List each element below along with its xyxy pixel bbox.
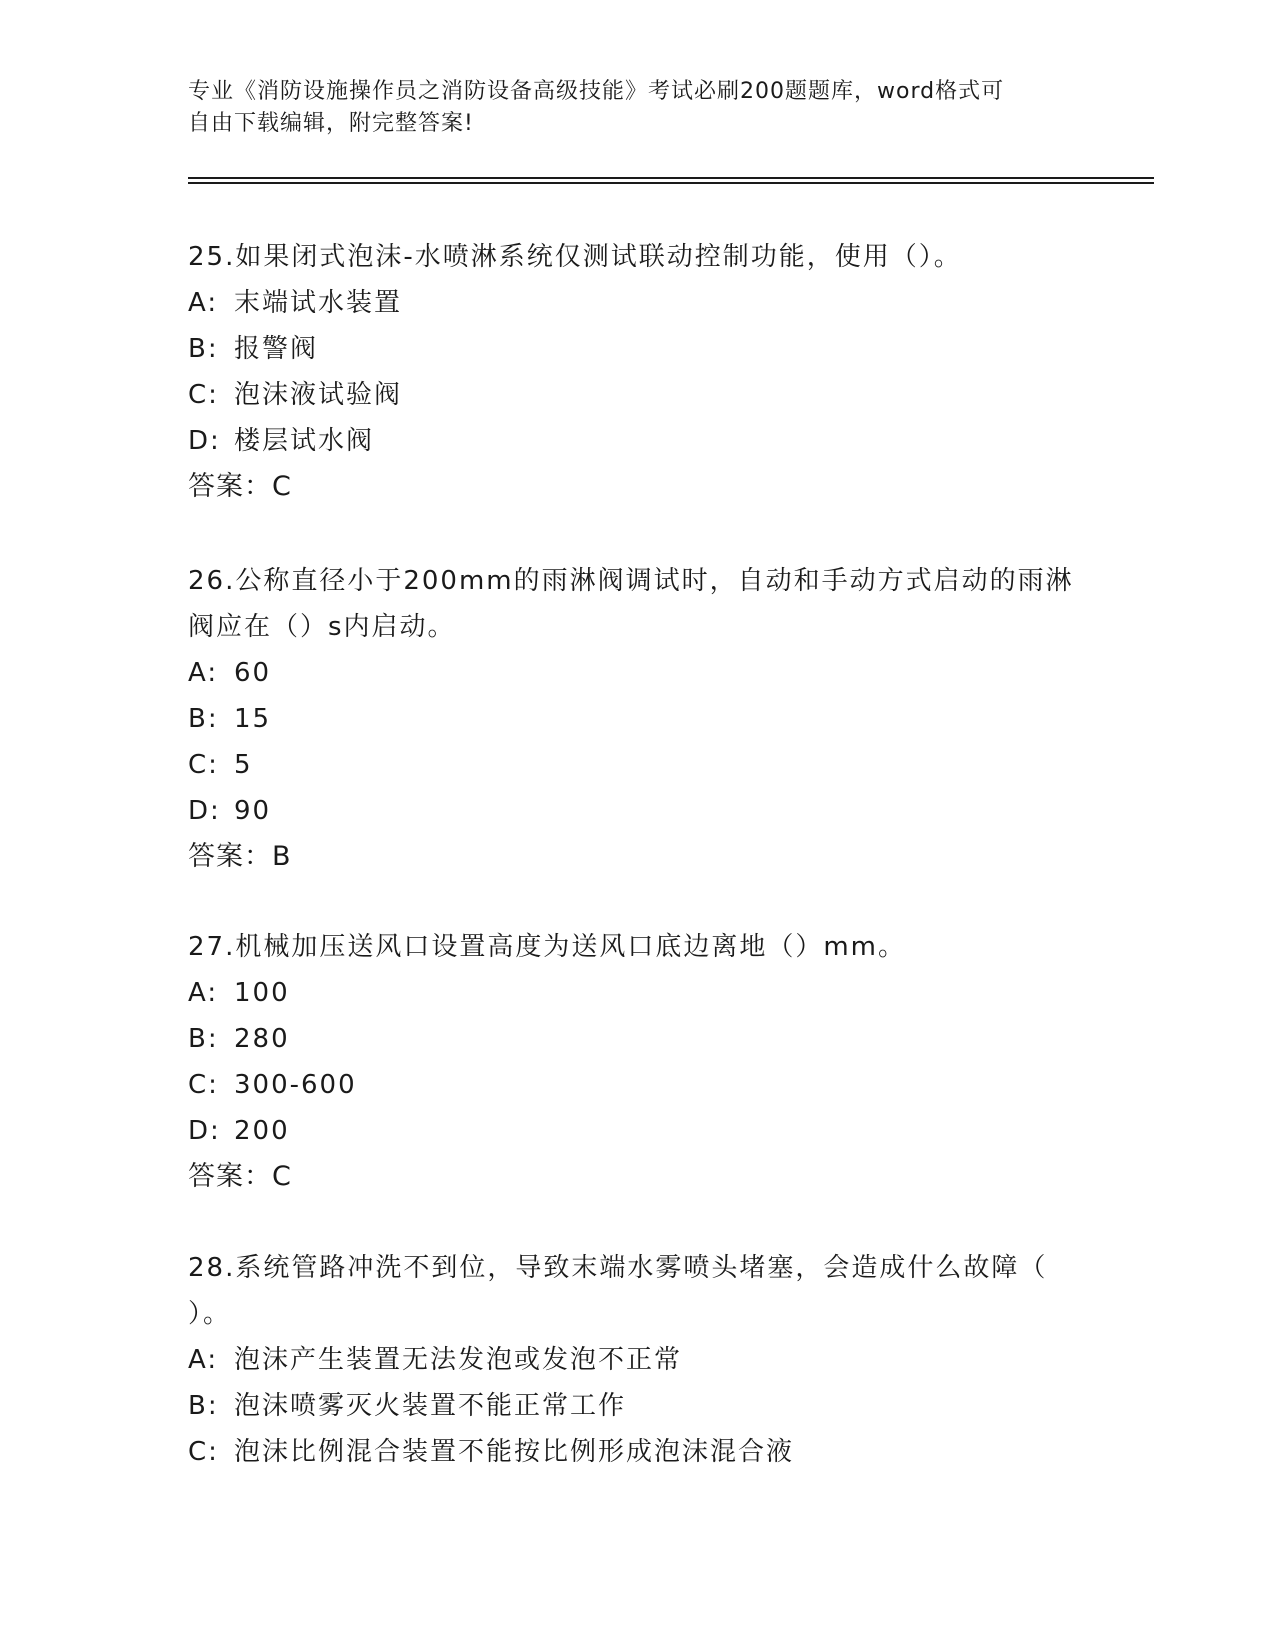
option-letter: B:	[188, 1024, 219, 1054]
option-b	[188, 696, 1088, 742]
option-c	[188, 742, 1088, 788]
option-text: 100	[234, 978, 290, 1008]
question-stem-line-2: ）。	[188, 1299, 232, 1329]
option-a	[188, 280, 1088, 326]
option-c	[188, 372, 1088, 418]
header-divider-bottom	[188, 182, 1154, 184]
document-header	[188, 76, 1088, 140]
option-a	[188, 650, 1088, 696]
option-text: 300-600	[234, 1070, 357, 1100]
option-b	[188, 1016, 1088, 1062]
option-d	[188, 788, 1088, 834]
option-a	[188, 970, 1088, 1016]
question-stem-line-1: 26.公称直径小于200mm的雨淋阀调试时，自动和手动方式启动的雨淋	[188, 566, 1074, 596]
question-stem: 25.如果闭式泡沫-水喷淋系统仅测试联动控制功能，使用（）。	[188, 242, 962, 272]
option-text: 泡沫产生装置无法发泡或发泡不正常	[234, 1345, 683, 1375]
header-line-2: 自由下载编辑，附完整答案!	[188, 111, 474, 136]
question-27	[188, 924, 1088, 1200]
answer-line: 答案：C	[188, 1161, 292, 1192]
option-letter: D:	[188, 796, 221, 826]
option-d	[188, 1108, 1088, 1154]
option-c	[188, 1429, 1088, 1475]
question-stem-line-2: 阀应在（）s内启动。	[188, 612, 456, 642]
option-text: 5	[234, 750, 253, 780]
option-letter: D:	[188, 1116, 221, 1146]
option-letter: C:	[188, 1070, 219, 1100]
question-stem-line-1: 28.系统管路冲洗不到位，导致末端水雾喷头堵塞，会造成什么故障（	[188, 1253, 1048, 1283]
option-letter: C:	[188, 380, 219, 410]
option-letter: D:	[188, 426, 221, 456]
option-text: 楼层试水阀	[234, 426, 375, 456]
option-b	[188, 326, 1088, 372]
answer-line: 答案：B	[188, 841, 292, 872]
option-text: 报警阀	[234, 334, 319, 364]
option-d	[188, 418, 1088, 464]
question-25	[188, 234, 1088, 510]
answer-line: 答案：C	[188, 471, 292, 502]
option-b	[188, 1383, 1088, 1429]
option-text: 60	[234, 658, 272, 688]
header-line-1: 专业《消防设施操作员之消防设备高级技能》考试必刷200题题库，word格式可	[188, 79, 1005, 104]
option-letter: A:	[188, 288, 219, 318]
option-text: 200	[234, 1116, 290, 1146]
option-a	[188, 1337, 1088, 1383]
option-c	[188, 1062, 1088, 1108]
header-divider-top	[188, 177, 1154, 179]
question-28	[188, 1245, 1088, 1475]
option-letter: A:	[188, 978, 219, 1008]
option-letter: A:	[188, 658, 219, 688]
option-text: 末端试水装置	[234, 288, 403, 318]
option-letter: C:	[188, 1437, 219, 1467]
question-stem: 27.机械加压送风口设置高度为送风口底边离地（）mm。	[188, 932, 907, 962]
question-26	[188, 558, 1088, 880]
option-letter: A:	[188, 1345, 219, 1375]
option-text: 泡沫比例混合装置不能按比例形成泡沫混合液	[234, 1437, 795, 1467]
option-letter: B:	[188, 334, 219, 364]
option-text: 泡沫喷雾灭火装置不能正常工作	[234, 1391, 627, 1421]
option-letter: B:	[188, 1391, 219, 1421]
option-letter: C:	[188, 750, 219, 780]
option-text: 90	[234, 796, 272, 826]
option-letter: B:	[188, 704, 219, 734]
option-text: 280	[234, 1024, 290, 1054]
option-text: 15	[234, 704, 272, 734]
option-text: 泡沫液试验阀	[234, 380, 403, 410]
